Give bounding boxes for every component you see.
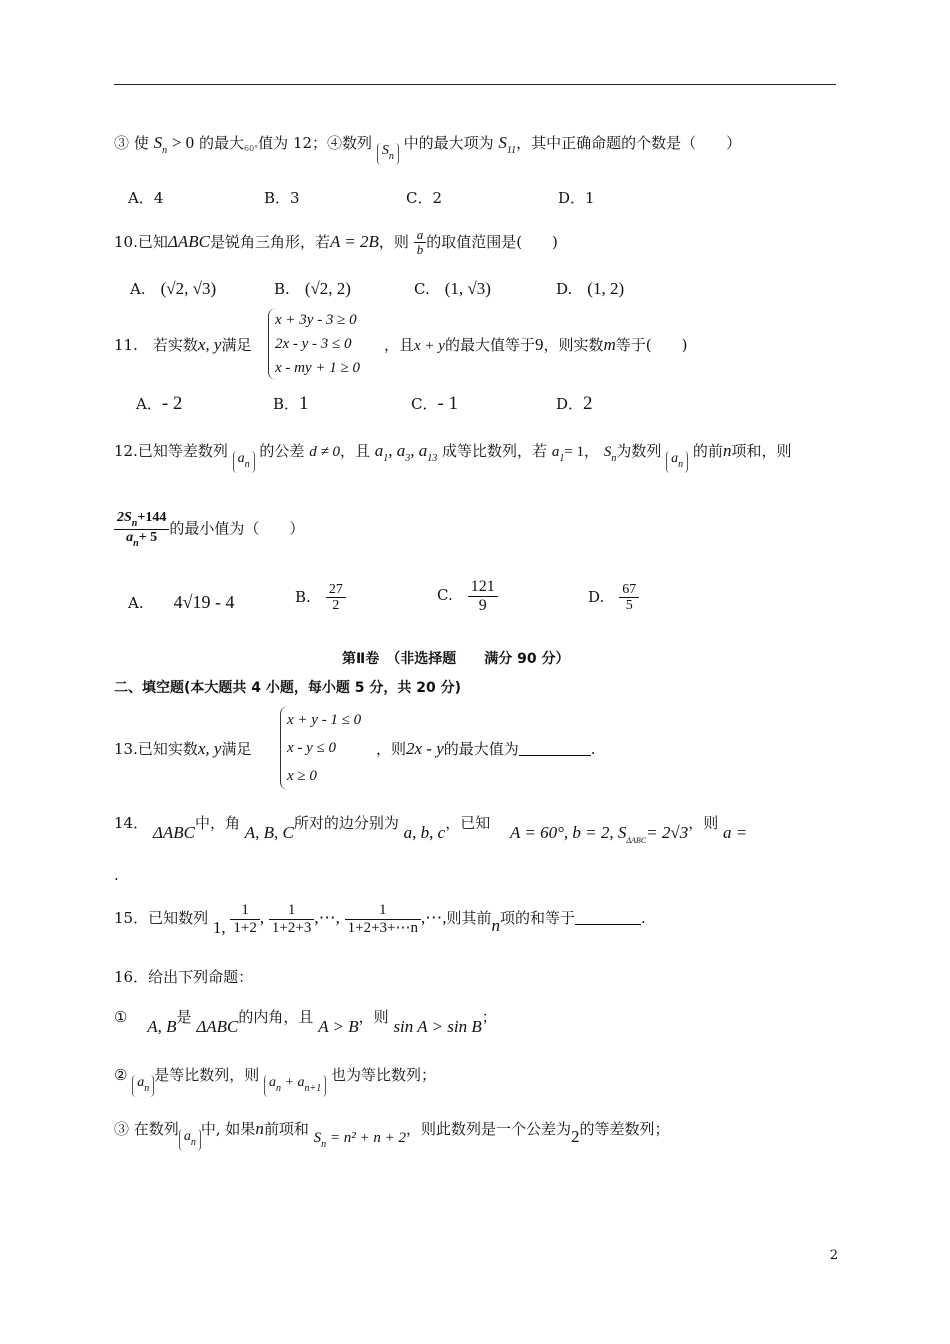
q16-item-1: ① A, B是 ΔABC的内角，且 A > B，则 sin A > sin B； [114,1008,497,1036]
q16-item-2: ② $a_n$是等比数列，则 $a_n + a_{n+1}$ 也为等比数列； [114,1064,436,1097]
q13-stem-post: ，则2x - y的最大值为 . [376,739,596,758]
header-rule [114,84,836,85]
q13-stem-pre: 13.已知实数x, y满足 [114,739,252,758]
q10-option-a: A. (√2, √3) [130,279,217,298]
section2-subtitle: 二、填空题(本大题共 4 小题，每小题 5 分，共 20 分) [114,680,462,696]
q10-option-b: B. (√2, 2) [274,279,351,298]
q13-answer-blank[interactable] [519,755,591,756]
q15-answer-blank[interactable] [575,924,641,925]
q12-option-d: D. $\frac{67}{5}$ [588,582,639,614]
q9-option-c: C．2 [406,189,443,207]
section2-title: 第Ⅱ卷 （非选择题 满分 90 分） [342,651,570,667]
q12-expression: $\frac{2S_n+144}{a_n+ 5}$ 的最小值为（ ） [114,510,304,549]
q15-stem: 15．已知数列 1, $\frac{1}{1+2}$ , $\frac{1}{1+2+3}$ ,⋯, $\frac{1}{1+2+3+\cdots n}$ ,⋯,则其前n项的和等于 . [114,902,646,937]
q9-option-b: B．3 [264,189,300,207]
q16-item-3: ③ 在数列 $a_n$中, 如果n前项和 $S_n = n^2 + n + 2$，则此数列是一个公差为2的等差数列； [114,1119,670,1150]
q10-option-c: C. (1, √3) [414,279,491,298]
q12-option-a: A. 4√19 - 4 [128,592,235,612]
q12-option-b: B. $\frac{27}{2}$ [295,582,346,614]
q11-option-d: D．2 [556,393,593,414]
q16-title: 16．给出下列命题： [114,968,254,986]
q11-stem-pre: 11. 若实数x, y满足 [114,335,252,354]
q11-option-b: B．1 [273,393,309,414]
q11-option-c: C．- 1 [411,393,459,414]
q10-stem: 10.已知ΔABC是锐角三角形，若A = 2B，则 $\frac{a}{b}$ 的取值范围是( ) [114,227,558,258]
q9-line: ③ 使 $S_n > 0$ 的最大$_{60^\circ}$值为 12；④数列 $S_n$ 中的最大项为 $S_{11}$，其中正确命题的个数是（ ） [114,132,741,165]
q11-system: x + 3y - 3 ≥ 0 2x - y - 3 ≤ 0 x - my + 1 ≥ 0 [268,308,360,380]
q14-stem: 14． ΔABC中，角 A, B, C所对的边分别为 a, b, c，已知 A = 60°, b = 2, $S_{\Delta ABC}= 2√3$，则 a = [114,814,748,845]
q12-stem: 12.已知等差数列 $a_n$ 的公差 d ≠ 0，且 $a_1$, $a_3$, $a_{13}$ 成等比数列，若 $a_1= 1$， $S_n$为数列 $a_n$ 的前n项和，则 [114,440,791,473]
page-number: 2 [829,1248,838,1263]
q11-stem-post: ，且x + y的最大值等于9，则实数m等于( ) [384,335,688,354]
q11-option-a: A．- 2 [136,393,183,414]
q13-system: x + y - 1 ≤ 0 x - y ≤ 0 x ≥ 0 [280,706,361,790]
q9-option-d: D．1 [558,189,595,207]
q9-option-a: A．4 [128,189,164,207]
q12-option-c: C. $\frac{121}{9}$ [437,578,498,614]
q10-option-d: D. (1, 2) [556,279,625,298]
q14-end: . [114,866,119,884]
